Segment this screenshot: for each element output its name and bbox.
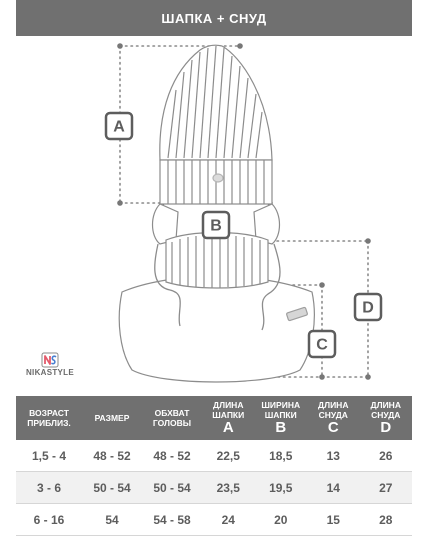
column-header-label: ДЛИНА СНУДА — [318, 400, 349, 420]
table-cell: 15 — [307, 504, 360, 536]
column-header-label: ВОЗРАСТ ПРИБЛИЗ. — [27, 408, 71, 428]
table-cell: 19,5 — [255, 472, 308, 504]
column-header-label: ОБХВАТ ГОЛОВЫ — [152, 408, 192, 428]
table-cell: 54 — [82, 504, 142, 536]
brand-logo — [20, 352, 80, 377]
table-cell: 22,5 — [202, 440, 255, 472]
snood-illustration — [119, 233, 314, 383]
column-header-snood-length-c — [307, 396, 360, 440]
table-cell: 50 - 54 — [82, 472, 142, 504]
size-table — [16, 396, 412, 536]
table-cell: 3 - 6 — [16, 472, 82, 504]
table-cell: 54 - 58 — [142, 504, 202, 536]
table-row — [16, 472, 412, 504]
table-cell: 28 — [360, 504, 413, 536]
title-bar — [16, 0, 412, 36]
size-table-header — [16, 396, 412, 440]
label-c: C — [316, 336, 328, 354]
table-row — [16, 440, 412, 472]
table-row — [16, 504, 412, 536]
table-cell: 48 - 52 — [142, 440, 202, 472]
table-cell: 48 - 52 — [82, 440, 142, 472]
column-header-label: ШИРИНА ШАПКИ — [261, 400, 301, 420]
column-header-label: РАЗМЕР — [94, 413, 130, 423]
column-header-letter: B — [275, 419, 287, 436]
table-cell: 50 - 54 — [142, 472, 202, 504]
column-header-head-girth — [142, 396, 202, 440]
brand-mark-icon — [41, 352, 59, 368]
column-header-snood-length-d — [360, 396, 413, 440]
column-header-hat-width — [255, 396, 308, 440]
brand-name: NIKASTYLE — [25, 368, 75, 377]
page-title: ШАПКА + СНУД — [161, 10, 267, 26]
label-b-badge — [203, 212, 229, 238]
column-header-letter: D — [380, 419, 392, 436]
table-cell: 20 — [255, 504, 308, 536]
table-cell: 18,5 — [255, 440, 308, 472]
label-c-badge — [309, 331, 335, 357]
table-cell: 23,5 — [202, 472, 255, 504]
table-cell: 27 — [360, 472, 413, 504]
column-header-hat-length — [202, 396, 255, 440]
label-d: D — [362, 299, 374, 317]
table-cell: 1,5 - 4 — [16, 440, 82, 472]
table-cell: 26 — [360, 440, 413, 472]
column-header-letter: A — [222, 419, 234, 436]
column-header-letter: C — [327, 419, 339, 436]
column-header-label: ДЛИНА ШАПКИ — [212, 400, 245, 420]
table-cell: 6 - 16 — [16, 504, 82, 536]
hat-illustration — [160, 45, 272, 204]
table-cell: 14 — [307, 472, 360, 504]
column-header-age — [16, 396, 82, 440]
table-cell: 13 — [307, 440, 360, 472]
label-d-badge — [355, 294, 381, 320]
column-header-size — [82, 396, 142, 440]
label-a-badge — [106, 113, 132, 139]
column-header-label: ДЛИНА СНУДА — [370, 400, 401, 420]
table-cell: 24 — [202, 504, 255, 536]
hat-snood-diagram — [0, 36, 428, 396]
label-a: A — [113, 118, 125, 136]
label-b: B — [210, 217, 222, 235]
